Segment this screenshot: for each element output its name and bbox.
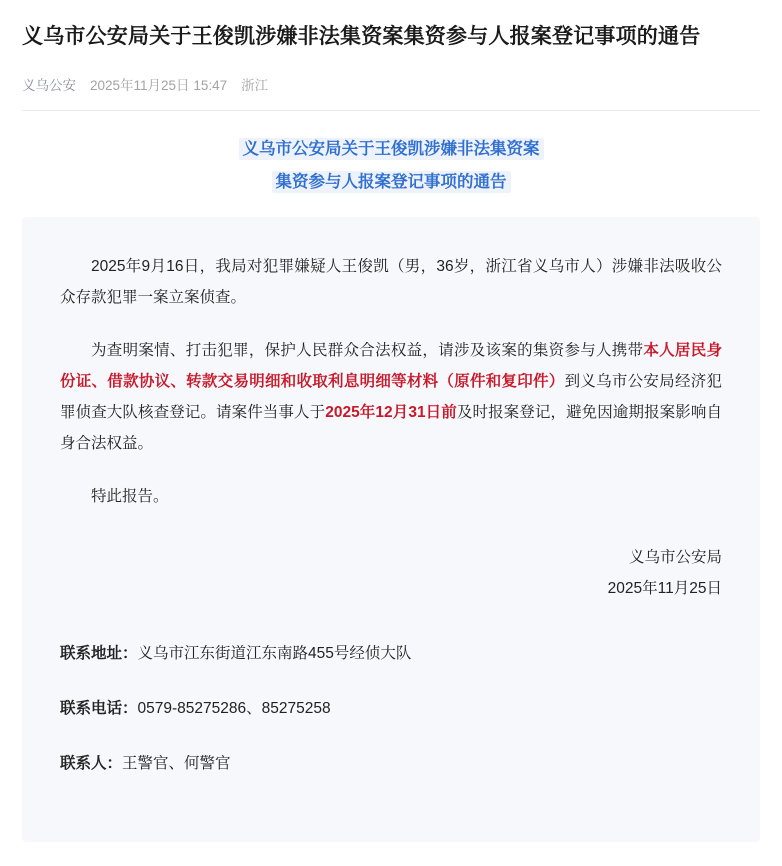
notice-heading xyxy=(22,133,760,199)
meta-source[interactable]: 义乌公安 xyxy=(22,78,76,94)
notice-heading-text-1: 义乌市公安局关于王俊凯涉嫌非法集资案 xyxy=(239,138,544,160)
contact-phone-value: 0579-85275286、85275258 xyxy=(137,699,331,717)
notice-paragraph-2-emphasis-1: 本人居民身份证、借款协议、转款交易明细和收取利息明细等材料（原件和复印件） xyxy=(60,342,722,391)
notice-paragraph-2-text-2: 到义乌市公安局经济犯罪侦查大队核查登记。请案件当事人于 xyxy=(60,373,722,422)
contact-person-label: 联系人： xyxy=(60,754,123,772)
contact-address-value: 义乌市江东街道江东南路455号经侦大队 xyxy=(137,645,412,663)
notice-paragraph-2 xyxy=(60,335,722,459)
meta-region: 浙江 xyxy=(241,78,269,94)
contact-phone-row xyxy=(60,693,722,726)
contact-address-label: 联系地址： xyxy=(60,645,138,663)
contact-phone-label: 联系电话： xyxy=(60,699,138,717)
notice-heading-line-2 xyxy=(22,166,760,199)
notice-paragraph-2-text-3: 及时报案登记，避免因逾期报案影响自身合法权益。 xyxy=(60,404,722,453)
meta-datetime: 2025年11月25日 15:47 xyxy=(90,78,228,94)
article-meta xyxy=(22,74,760,94)
notice-paragraph-1: 2025年9月16日，我局对犯罪嫌疑人王俊凯（男，36岁，浙江省义乌市人）涉嫌非法吸收公众存款犯罪一案立案侦查。 xyxy=(60,258,722,307)
contact-person-value: 王警官、何警官 xyxy=(122,754,231,772)
notice-heading-text-2: 集资参与人报案登记事项的通告 xyxy=(272,171,511,193)
header-divider xyxy=(22,110,760,111)
signature-date: 2025年11月25日 xyxy=(607,580,722,598)
notice-heading-line-1 xyxy=(22,133,760,166)
signature-organization: 义乌市公安局 xyxy=(628,549,722,567)
contact-info xyxy=(60,638,722,780)
notice-paragraph-2-text-1: 为查明案情、打击犯罪，保护人民群众合法权益，请涉及该案的集资参与人携带 xyxy=(91,342,644,360)
page-title: 义乌市公安局关于王俊凯涉嫌非法集资案集资参与人报案登记事项的通告 xyxy=(22,25,701,48)
notice-signature xyxy=(60,542,722,604)
contact-address-row xyxy=(60,638,722,671)
notice-paragraph-2-emphasis-2: 2025年12月31日前 xyxy=(325,404,457,422)
notice-paragraph-3: 特此报告。 xyxy=(91,488,169,506)
notice-container xyxy=(22,133,760,842)
contact-person-row xyxy=(60,748,722,781)
notice-body xyxy=(22,217,760,842)
